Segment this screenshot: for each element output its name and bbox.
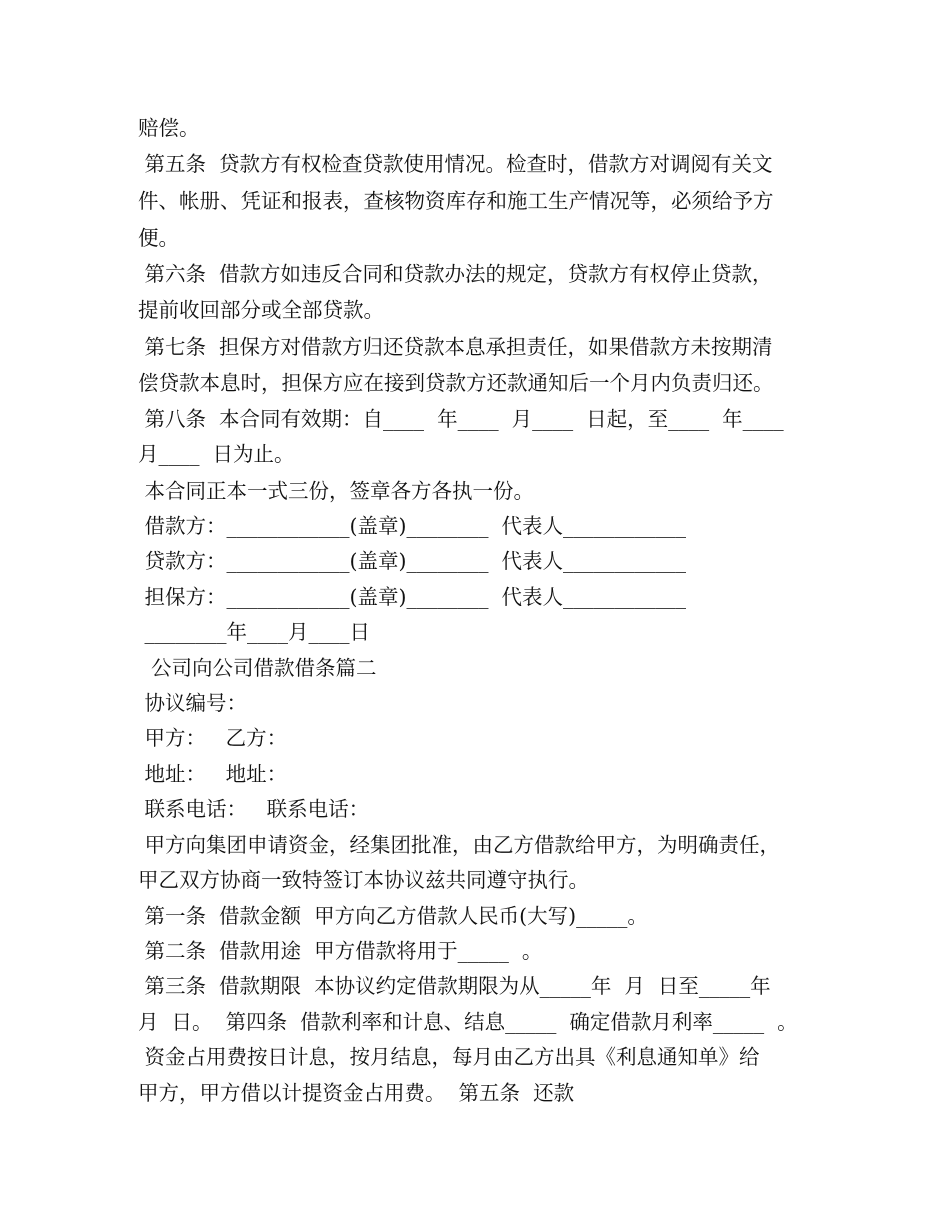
date-line: ________年____月____日 (138, 620, 371, 644)
text-line: 偿贷款本息时，担保方应在接到贷款方还款通知后一个月内负责归还。 (138, 371, 774, 395)
text-line: 提前收回部分或全部贷款。 (138, 298, 384, 322)
text-line: 地址： 地址： (138, 762, 288, 786)
text-line: 协议编号： (138, 691, 248, 715)
text-line: 本合同正本一式三份，签章各方各执一份。 (138, 479, 535, 503)
text-line: 月____ 日为止。 (138, 442, 295, 466)
text-line: 第三条 借款期限 本协议约定借款期限为从_____年 月 日至_____年 (138, 974, 771, 998)
text-line: 第七条 担保方对借款方归还贷款本息承担责任，如果借款方未按期清 (138, 335, 773, 359)
text-line: 便。 (138, 226, 179, 250)
signature-line-guarantor: 担保方：____________(盖章)________ 代表人____________ (138, 585, 687, 609)
text-line: 月 日。 第四条 借款利率和计息、结息_____ 确定借款月利率_____ 。 (138, 1010, 798, 1034)
text-line: 第一条 借款金额 甲方向乙方借款人民币(大写)_____。 (138, 904, 648, 928)
signature-line-lender: 贷款方：____________(盖章)________ 代表人____________ (138, 549, 687, 573)
text-line: 甲方，甲方借以计提资金占用费。 第五条 还款 (138, 1081, 575, 1105)
section-heading: 公司向公司借款借条篇二 (138, 656, 377, 680)
text-line: 甲方向集团申请资金，经集团批准，由乙方借款给甲方，为明确责任， (138, 833, 781, 857)
text-line: 资金占用费按日计息，按月结息，每月由乙方出具《利息通知单》给 (138, 1045, 760, 1069)
text-line: 件、帐册、凭证和报表，查核物资库存和施工生产情况等，必须给予方 (138, 189, 774, 213)
text-line: 第二条 借款用途 甲方借款将用于_____ 。 (138, 939, 543, 963)
text-line: 联系电话： 联系电话： (138, 797, 370, 821)
text-line: 第六条 借款方如违反合同和贷款办法的规定，贷款方有权停止贷款， (138, 262, 773, 286)
text-line: 赔偿。 (138, 116, 200, 140)
text-line: 第五条 贷款方有权检查贷款使用情况。检查时，借款方对调阅有关文 (138, 152, 773, 176)
text-line: 甲乙双方协商一致特签订本协议兹共同遵守执行。 (138, 868, 589, 892)
text-line: 第八条 本合同有效期：自____ 年____ 月____ 日起，至____ 年____ (138, 407, 784, 431)
text-line: 甲方： 乙方： (138, 726, 288, 750)
signature-line-borrower: 借款方：____________(盖章)________ 代表人____________ (138, 514, 687, 538)
